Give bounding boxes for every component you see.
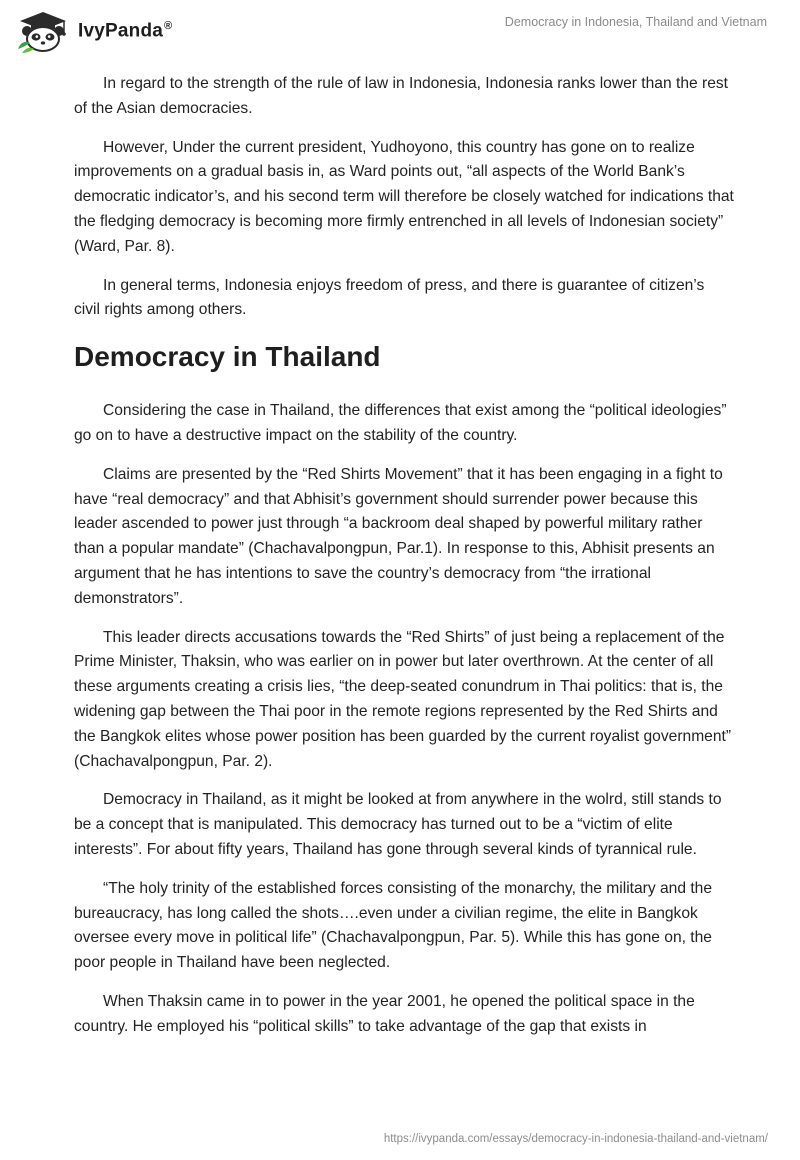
paragraph: In general terms, Indonesia enjoys freedom of press, and there is guarantee of citizen’s civil rights among others. xyxy=(74,276,705,319)
paragraph: Claims are presented by the “Red Shirts Movement” that it has been engaging in a fight to have “real democracy” and that Abhisit’s government should surrender power because this leader ascended to power just through “a backroom deal shaped by powerful military rather than a popular mandate” (Chachavalpongpun, Par.1). In response to this, Abhisit presents an argument that he has intentions to save the country’s democracy from “the irrational demonstrators”. xyxy=(74,465,723,607)
paragraph: However, Under the current president, Yudhoyono, this country has gone on to realize improvements on a gradual basis in, as Ward points out, “all aspects of the World Bank’s democratic indicator’s, and his second term will therefore be closely watched for indications that the fledging democracy is becoming more firmly entrenched in all levels of Indonesian society” (Ward, Par. 8). xyxy=(74,138,734,255)
source-url[interactable]: https://ivypanda.com/essays/democracy-in-indonesia-thailand-and-vietnam/ xyxy=(383,1133,768,1145)
paragraph: Democracy in Thailand, as it might be looked at from anywhere in the wolrd, still stands to be a concept that is manipulated. This democracy has turned out to be a “victim of elite interests”. For about fifty years, Thailand has gone through several kinds of tyrannical rule. xyxy=(74,791,722,858)
document-title: Democracy in Indonesia, Thailand and Vietnam xyxy=(504,15,767,29)
panda-graduate-icon xyxy=(14,9,72,53)
paragraph: When Thaksin came in to power in the year 2001, he opened the political space in the country. He employed his “political skills” to take advantage of the gap that exists in xyxy=(74,992,695,1035)
essay-content xyxy=(74,72,734,1054)
paragraph: “The holy trinity of the established forces consisting of the monarchy, the military and the bureaucracy, has long called the shots….even under a civilian regime, the elite in Bangkok oversee every move in political life” (Chachavalpongpun, Par. 5). While this has gone on, the poor people in Thailand have been neglected. xyxy=(74,879,713,972)
brand-name: IvyPanda® xyxy=(78,19,173,42)
page-header xyxy=(0,0,800,60)
paragraph: In regard to the strength of the rule of law in Indonesia, Indonesia ranks lower than the rest of the Asian democracies. xyxy=(74,75,728,117)
paragraph: This leader directs accusations towards the “Red Shirts” of just being a replacement of the Prime Minister, Thaksin, who was earlier on in power but later overthrown. At the center of all these arguments creating a crisis lies, “the deep-seated conundrum in Thai politics: that is, the widening gap between the Thai poor in the remote regions represented by the Red Shirts and the Bangkok elites whose power position has been guarded by the current royalist government” (Chachavalpongpun, Par. 2). xyxy=(74,628,732,770)
section-heading: Democracy in Thailand xyxy=(74,341,381,373)
ivypanda-logo[interactable] xyxy=(14,9,172,53)
paragraph: Considering the case in Thailand, the differences that exist among the “political ideologies” go on to have a destructive impact on the stability of the country. xyxy=(74,402,727,444)
